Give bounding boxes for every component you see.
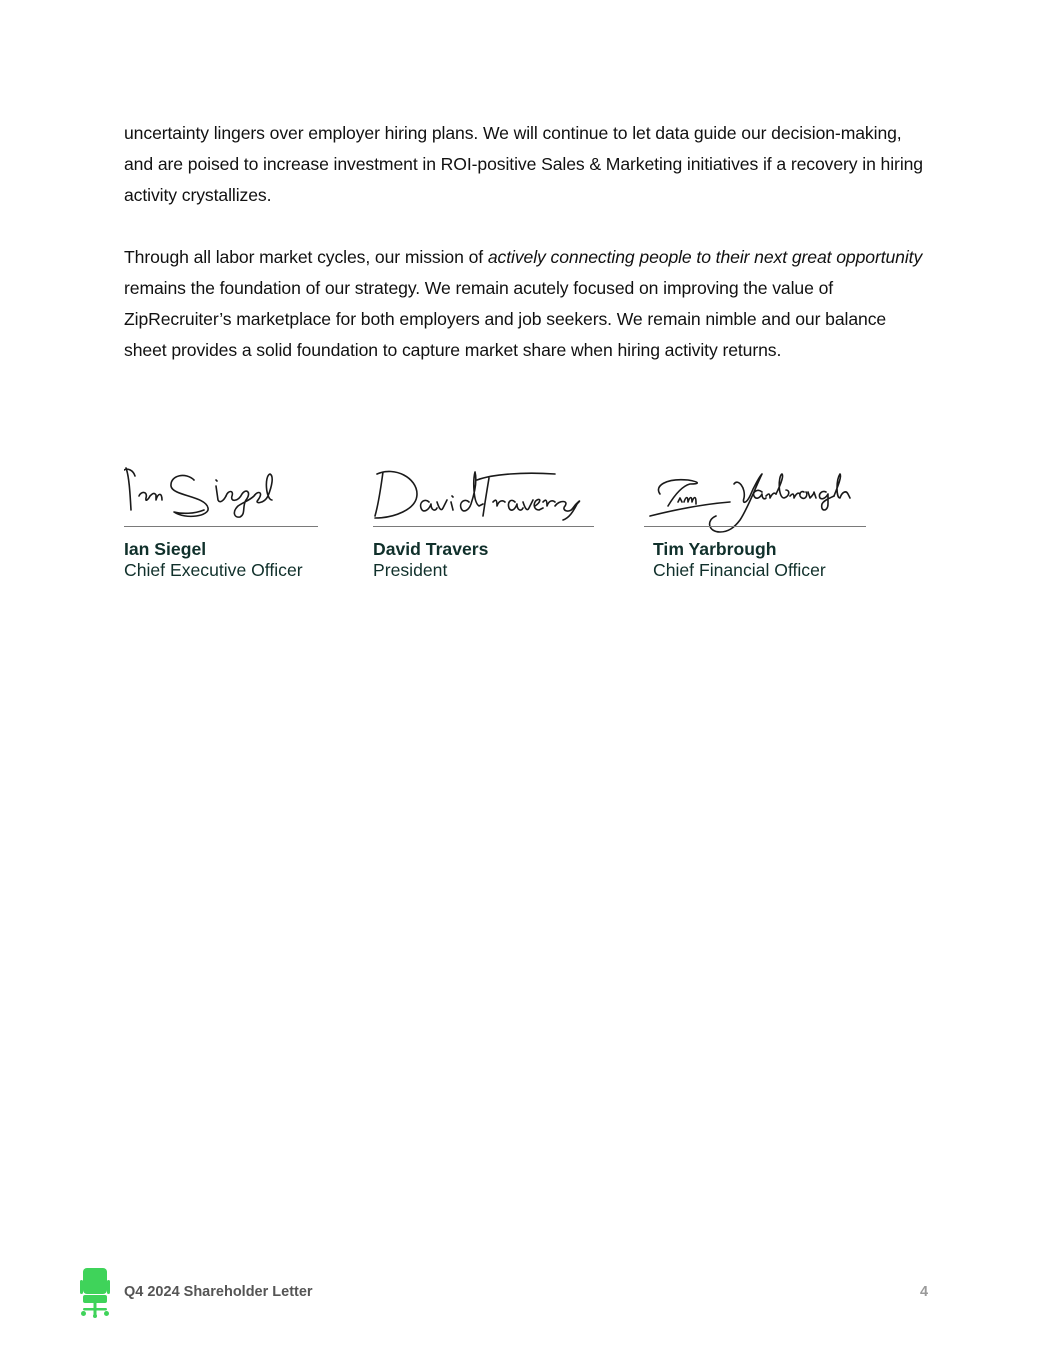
signatory-title: President — [373, 560, 448, 580]
closing-paragraph-2 — [124, 242, 924, 366]
signatory-ian-siegel — [124, 462, 318, 580]
signatory-tim-yarbrough — [644, 462, 866, 580]
signatory-name: David Travers — [373, 539, 489, 559]
signatory-title: Chief Executive Officer — [124, 560, 303, 580]
signature-line — [124, 526, 318, 527]
paragraph-2-lead: Through all labor market cycles, our mission of — [124, 247, 488, 267]
office-chair-icon — [80, 1268, 110, 1323]
signature-line — [373, 526, 594, 527]
signatory-name: Tim Yarbrough — [653, 539, 777, 559]
page-number: 4 — [920, 1284, 929, 1300]
closing-paragraph-1: uncertainty lingers over employer hiring plans. We will continue to let data guide our decision-making, and are poised to increase investment in ROI-positive Sales & Marketing initiatives if a recovery in hiring activity crystallizes. — [124, 123, 923, 205]
signature-david-travers — [373, 462, 594, 526]
paragraph-2-rest: remains the foundation of our strategy. We remain acutely focused on improving the value of ZipRecruiter’s marketplace for both employers and job seekers. We remain nimble and our balance sheet provides a solid foundation to capture market share when hiring activity returns. — [124, 278, 887, 360]
signatory-david-travers — [373, 462, 594, 580]
mission-statement: actively connecting people to their next great opportunity — [487, 247, 923, 267]
signature-line — [644, 526, 866, 527]
signatory-name: Ian Siegel — [124, 539, 207, 559]
signatory-title: Chief Financial Officer — [653, 560, 826, 580]
letter-body — [124, 118, 924, 366]
footer-document-title: Q4 2024 Shareholder Letter — [124, 1284, 313, 1300]
signature-ian-siegel — [124, 462, 318, 526]
